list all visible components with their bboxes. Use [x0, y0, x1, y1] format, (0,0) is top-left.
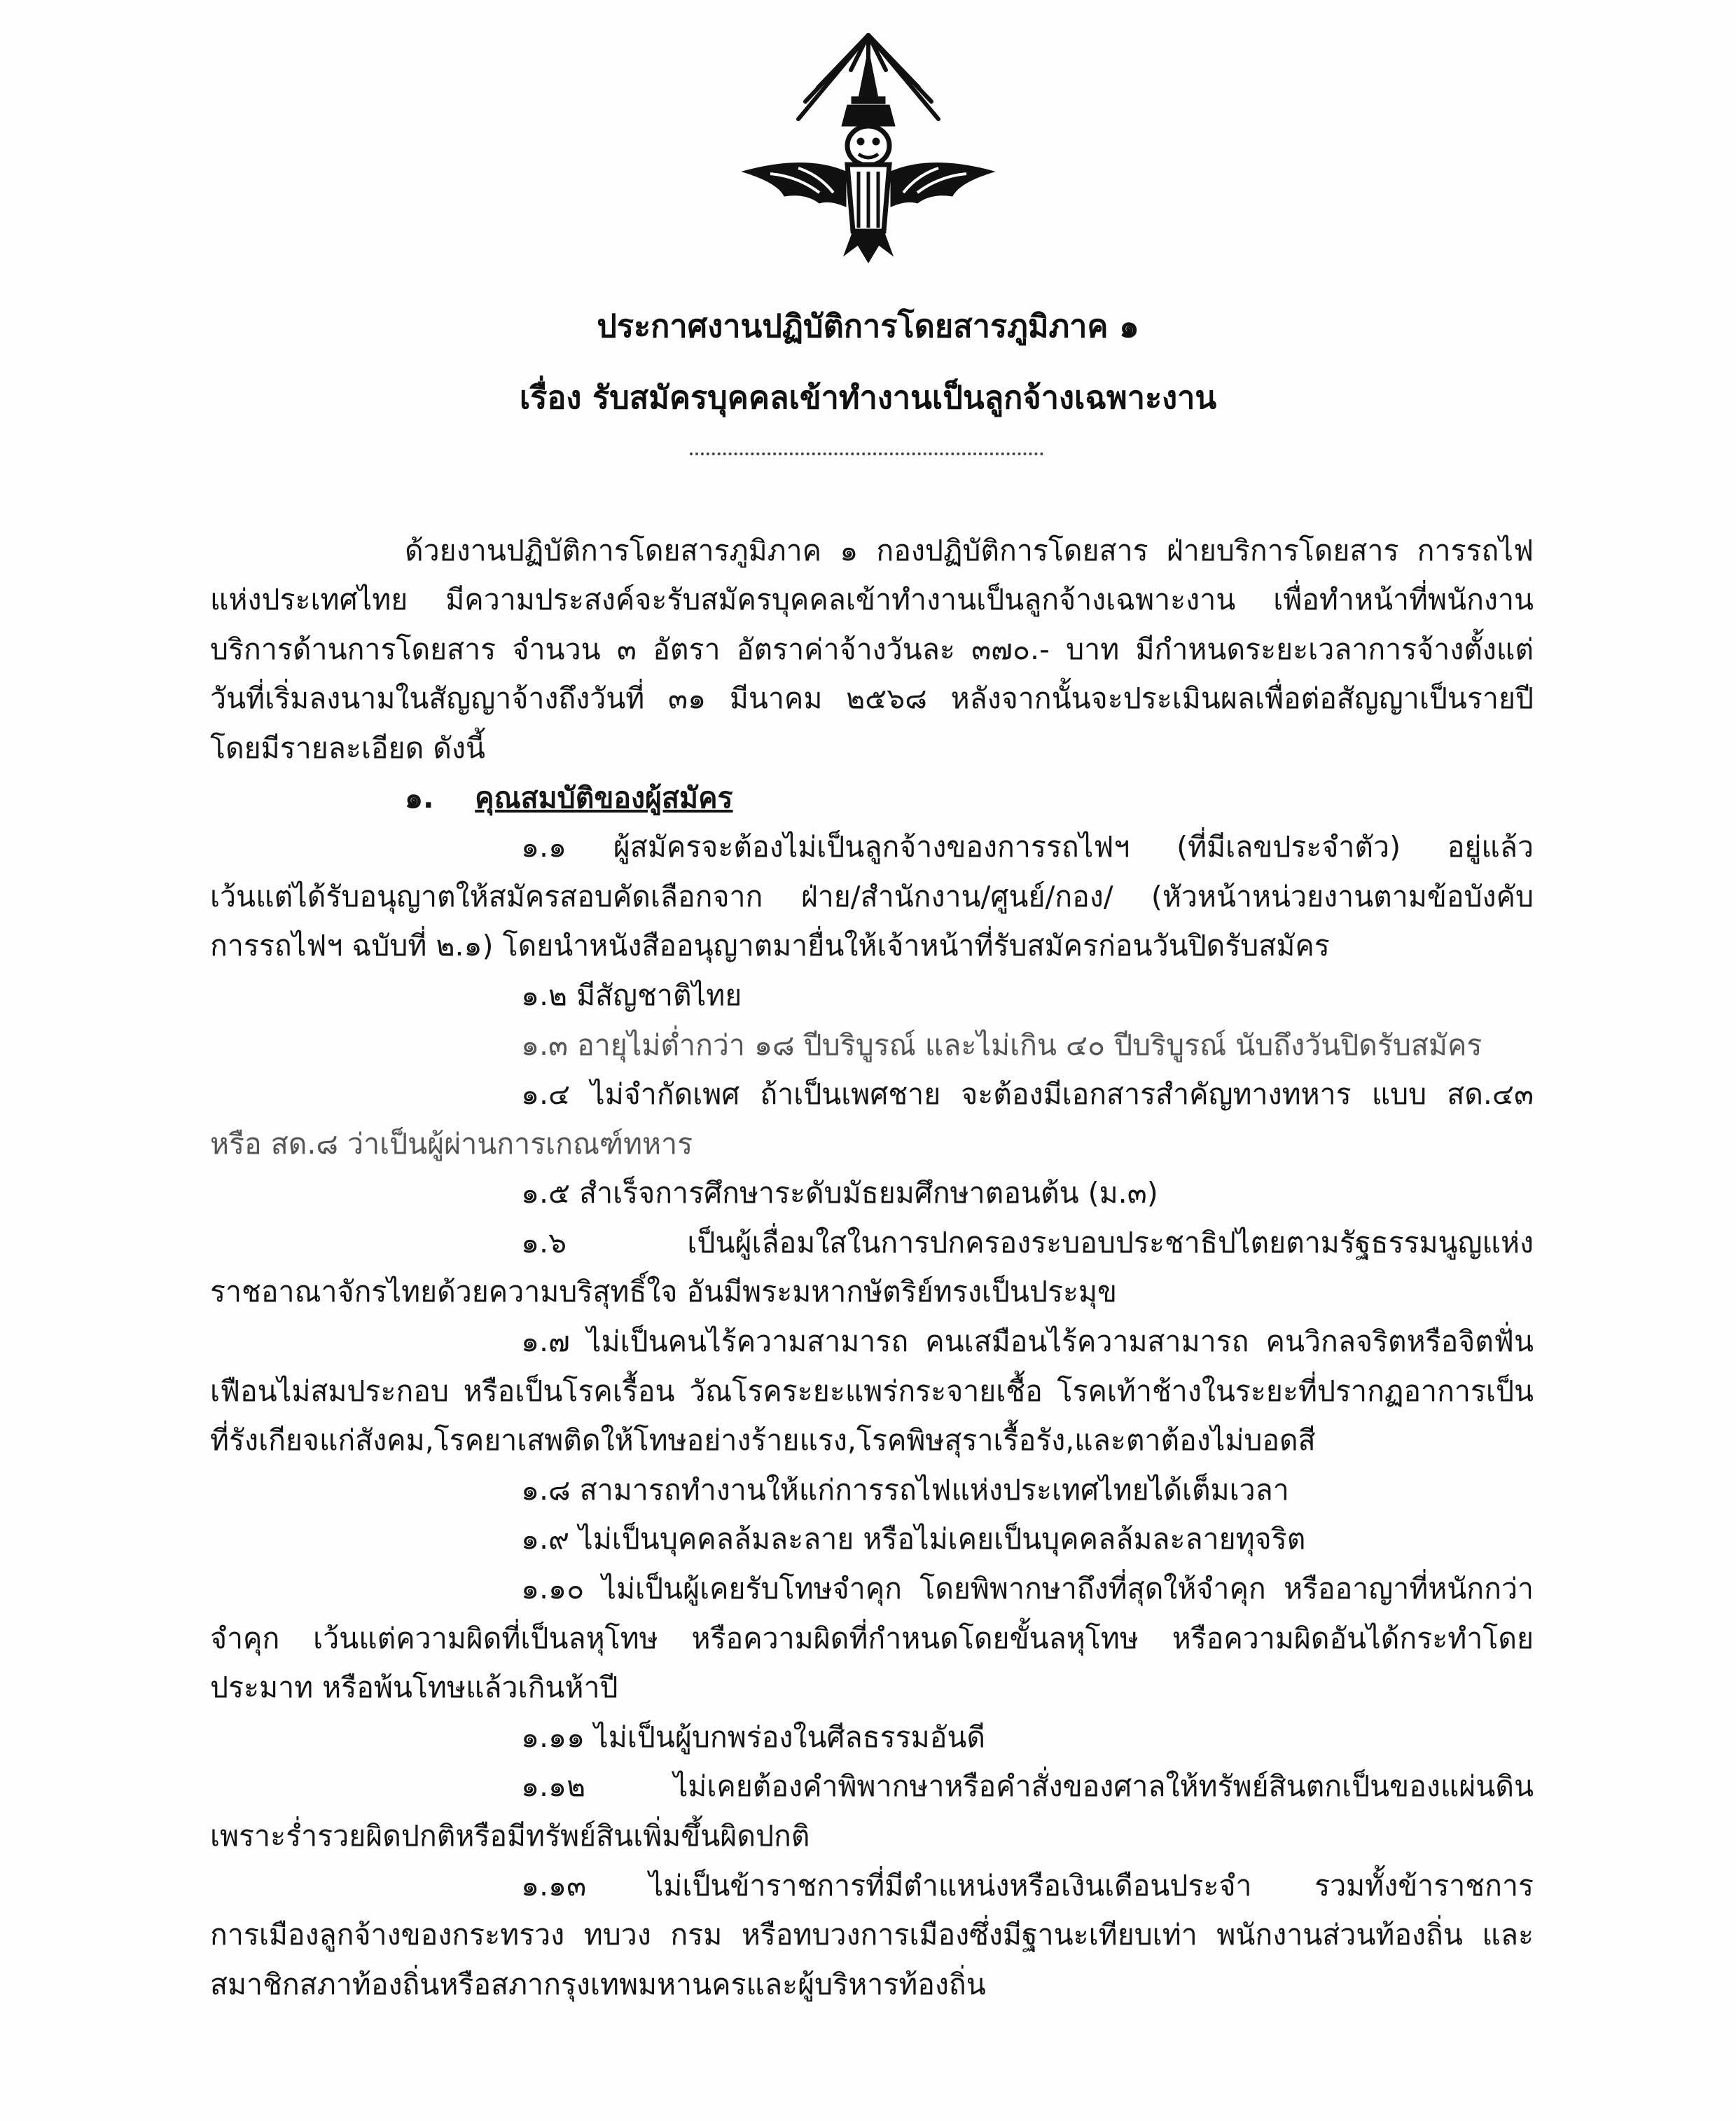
list-item-1-13-cont: การเมืองลูกจ้างของกระทรวง ทบวง กรม หรือทบวงการเมืองซึ่งมีฐานะเทียบเท่า พนักงานส่วนท้องถิ่น และ [210, 1918, 1534, 1951]
list-item-1-7-cont: เฟือนไม่สมประกอบ หรือเป็นโรคเรื้อน วัณโรคระยะแพร่กระจายเชื้อ โรคเท้าช้างในระยะที่ปรากฏอาการเป็น [210, 1374, 1534, 1408]
announcement-title: ประกาศงานปฏิบัติการโดยสารภูมิภาค ๑ [597, 308, 1139, 345]
announcement-subject: เรื่อง รับสมัครบุคคลเข้าทำงานเป็นลูกจ้างเฉพาะงาน [519, 379, 1217, 416]
intro-line-5: โดยมีรายละเอียด ดังนี้ [210, 731, 485, 765]
section-number: ๑. [405, 781, 434, 815]
list-item-1-4-cont: หรือ สด.๘ ว่าเป็นผู้ผ่านการเกณฑ์ทหาร [210, 1127, 693, 1161]
list-item-1-4: ๑.๔ ไม่จำกัดเพศ ถ้าเป็นเพศชาย จะต้องมีเอกสารสำคัญทางทหาร แบบ สด.๔๓ [521, 1077, 1534, 1111]
list-item-1-7-cont: ที่รังเกียจแก่สังคม,โรคยาเสพติดให้โทษอย่างร้ายแรง,โรคพิษสุราเรื้อรัง,และตาต้องไม่บอดสี [210, 1423, 1316, 1457]
list-item-1-12: ๑.๑๒ ไม่เคยต้องคำพิพากษาหรือคำสั่งของศาลให้ทรัพย์สินตกเป็นของแผ่นดิน [521, 1769, 1534, 1803]
list-item-1-6-cont: ราชอาณาจักรไทยด้วยความบริสุทธิ์ใจ อันมีพระมหากษัตริย์ทรงเป็นประมุข [210, 1275, 1118, 1308]
list-item-1-10: ๑.๑๐ ไม่เป็นผู้เคยรับโทษจำคุก โดยพิพากษาถึงที่สุดให้จำคุก หรืออาญาที่หนักกว่า [521, 1572, 1534, 1605]
section-heading [405, 778, 733, 817]
list-item-1-7: ๑.๗ ไม่เป็นคนไร้ความสามารถ คนเสมือนไร้ความสามารถ คนวิกลจริตหรือจิตฟั่น [521, 1325, 1534, 1358]
list-item-1-11: ๑.๑๑ ไม่เป็นผู้บกพร่องในศีลธรรมอันดี [521, 1720, 985, 1754]
intro-line-1: ด้วยงานปฏิบัติการโดยสารภูมิภาค ๑ กองปฏิบัติการโดยสาร ฝ่ายบริการโดยสาร การรถไฟ [405, 534, 1534, 567]
list-item-1-10-cont: ประมาท หรือพ้นโทษแล้วเกินห้าปี [210, 1671, 618, 1704]
list-item-1-13: ๑.๑๓ ไม่เป็นข้าราชการที่มีตำแหน่งหรือเงินเดือนประจำ รวมทั้งข้าราชการ [521, 1869, 1534, 1902]
garuda-emblem-icon [728, 21, 1008, 273]
list-item-1-1-cont: การรถไฟฯ ฉบับที่ ๒.๑) โดยนำหนังสืออนุญาตมายื่นให้เจ้าหน้าที่รับสมัครก่อนวันปิดรับสมัคร [210, 929, 1330, 962]
list-item-1-9: ๑.๙ ไม่เป็นบุคคลล้มละลาย หรือไม่เคยเป็นบุคคลล้มละลายทุจริต [521, 1522, 1306, 1556]
list-item-1-5: ๑.๕ สำเร็จการศึกษาระดับมัธยมศึกษาตอนต้น (ม.๓) [521, 1176, 1158, 1210]
intro-line-2: แห่งประเทศไทย มีความประสงค์จะรับสมัครบุคคลเข้าทำงานเป็นลูกจ้างเฉพาะงาน เพื่อทำหน้าที่พนักงาน [210, 583, 1534, 616]
list-item-1-2: ๑.๒ มีสัญชาติไทย [521, 979, 742, 1012]
list-item-1-8: ๑.๘ สามารถทำงานให้แก่การรถไฟแห่งประเทศไทยได้เต็มเวลา [521, 1473, 1289, 1507]
list-item-1-10-cont: จำคุก เว้นแต่ความผิดที่เป็นลหุโทษ หรือความผิดที่กำหนดโดยขั้นลหุโทษ หรือความผิดอันได้กระทำโดย [210, 1622, 1534, 1655]
intro-line-3: บริการด้านการโดยสาร จำนวน ๓ อัตรา อัตราค่าจ้างวันละ ๓๗๐.- บาท มีกำหนดระยะเวลาการจ้างตั้งแต่ [210, 633, 1534, 666]
list-item-1-1: ๑.๑ ผู้สมัครจะต้องไม่เป็นลูกจ้างของการรถไฟฯ (ที่มีเลขประจำตัว) อยู่แล้ว [521, 830, 1534, 864]
list-item-1-12-cont: เพราะร่ำรวยผิดปกติหรือมีทรัพย์สินเพิ่มขึ้นผิดปกติ [210, 1819, 810, 1853]
list-item-1-6: ๑.๖ เป็นผู้เลื่อมใสในการปกครองระบอบประชาธิปไตยตามรัฐธรรมนูญแห่ง [521, 1226, 1534, 1259]
intro-line-4: วันที่เริ่มลงนามในสัญญาจ้างถึงวันที่ ๓๑ มีนาคม ๒๕๖๘ หลังจากนั้นจะประเมินผลเพื่อต่อสัญญาเป็นรายปี [210, 682, 1534, 715]
section-title: คุณสมบัติของผู้สมัคร [475, 781, 733, 815]
list-item-1-13-cont: สมาชิกสภาท้องถิ่นหรือสภากรุงเทพมหานครและผู้บริหารท้องถิ่น [210, 1968, 986, 2001]
list-item-1-3: ๑.๓ อายุไม่ต่ำกว่า ๑๘ ปีบริบูรณ์ และไม่เกิน ๔๐ ปีบริบูรณ์ นับถึงวันปิดรับสมัคร [521, 1028, 1482, 1062]
dotted-divider [690, 452, 1043, 455]
list-item-1-1-cont: เว้นแต่ได้รับอนุญาตให้สมัครสอบคัดเลือกจาก ฝ่าย/สำนักงาน/ศูนย์/กอง/ (หัวหน้าหน่วยงานตามข้อบังคับ [210, 880, 1534, 913]
